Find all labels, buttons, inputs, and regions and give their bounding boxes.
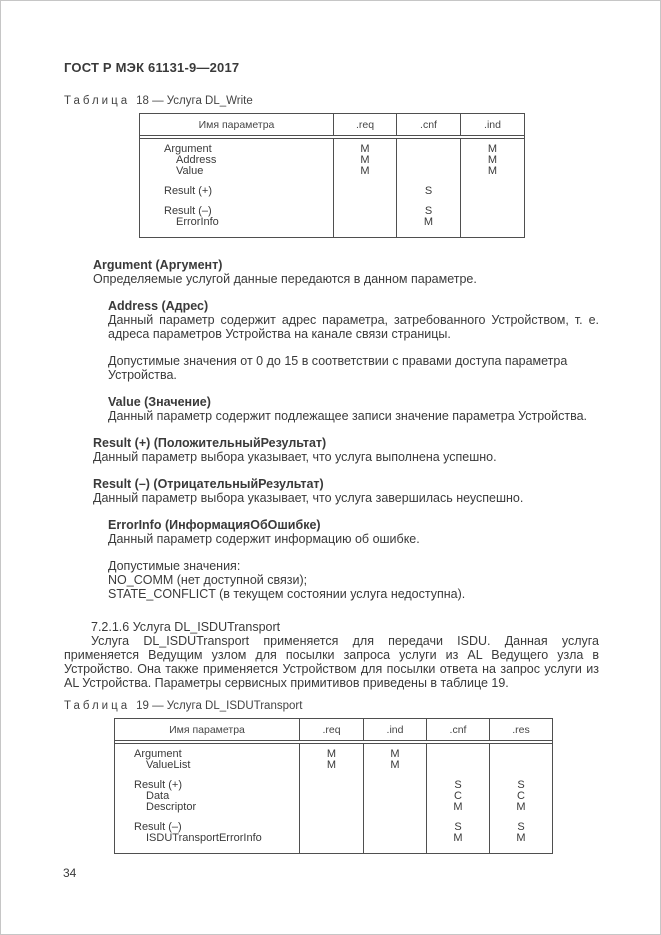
table-column-header: .req xyxy=(334,114,397,135)
param-paragraph: NO_COMM (нет доступной связи); xyxy=(108,573,308,587)
parameter-value-cell xyxy=(490,749,552,760)
parameter-value-cell: S xyxy=(517,779,525,791)
parameter-value-cell: C xyxy=(454,790,462,802)
parameter-value-cell: S xyxy=(517,821,525,833)
table-spacer-row xyxy=(461,197,524,206)
parameter-name-cell: Descriptor xyxy=(146,801,197,813)
parameter-value-cell xyxy=(334,206,396,217)
table-column xyxy=(427,744,490,853)
parameter-descriptions xyxy=(64,258,599,601)
parameter-value-cell xyxy=(300,833,363,844)
param-paragraph: STATE_CONFLICT (в текущем состоянии услуга недоступна). xyxy=(108,587,466,601)
page-number: 34 xyxy=(63,866,77,880)
parameter-value-cell xyxy=(461,217,524,228)
parameter-value-cell xyxy=(461,206,524,217)
parameter-value-cell xyxy=(427,760,489,771)
parameter-name-cell: ValueList xyxy=(146,759,191,771)
param-paragraph: Данный параметр содержит адрес параметра, затребованного Устройством, т. е. адреса параметров Устройства на канале связи страницы. xyxy=(108,313,599,341)
param-paragraph: Допустимые значения: xyxy=(108,559,241,573)
param-heading: Value (Значение) xyxy=(108,395,211,409)
parameter-value-cell: M xyxy=(453,832,463,844)
table-column-header: Имя параметра xyxy=(115,719,300,740)
table-column xyxy=(300,744,364,853)
parameter-value-cell: M xyxy=(423,216,434,228)
parameter-value-cell: M xyxy=(453,801,463,813)
parameter-value-cell: M xyxy=(326,759,337,771)
parameter-name-cell: Argument xyxy=(134,748,182,760)
param-paragraph: Данный параметр содержит информацию об ошибке. xyxy=(108,532,420,546)
parameter-value-cell xyxy=(427,749,489,760)
table-column-header: .cnf xyxy=(397,114,461,135)
parameter-name-cell: ISDUTransportErrorInfo xyxy=(146,832,262,844)
parameter-value-cell: M xyxy=(487,143,498,155)
parameter-name-cell: Argument xyxy=(164,143,212,155)
parameter-name-cell: Data xyxy=(146,790,170,802)
table-spacer-row xyxy=(364,813,426,822)
table18-caption-word: Таблица xyxy=(64,95,131,107)
param-heading: Result (–) (ОтрицательныйРезультат) xyxy=(93,477,324,491)
parameter-value-cell xyxy=(300,822,363,833)
parameter-value-cell xyxy=(364,802,426,813)
parameter-value-cell xyxy=(300,802,363,813)
parameter-value-cell: M xyxy=(360,154,370,166)
table-column xyxy=(115,744,300,853)
parameter-value-cell xyxy=(334,217,396,228)
table-spacer-row xyxy=(364,771,426,780)
parameter-value-cell xyxy=(364,822,426,833)
param-paragraph: Допустимые значения от 0 до 15 в соответствии с правами доступа параметра Устройства. xyxy=(108,354,568,382)
table-header-row xyxy=(140,114,524,139)
parameter-value-cell: M xyxy=(516,832,526,844)
parameter-value-cell xyxy=(397,144,460,155)
parameter-value-cell: S xyxy=(424,185,433,197)
parameter-value-cell: M xyxy=(487,154,498,166)
table-column xyxy=(334,139,397,237)
parameter-name-cell: Result (+) xyxy=(134,779,182,791)
table-column xyxy=(490,744,552,853)
parameter-value-cell xyxy=(364,791,426,802)
param-paragraph: Данный параметр выбора указывает, что услуга выполнена успешно. xyxy=(93,450,497,464)
table-column xyxy=(364,744,427,853)
parameter-name-cell: Result (–) xyxy=(164,205,212,217)
param-paragraph: Определяемые услугой данные передаются в данном параметре. xyxy=(93,272,477,286)
parameter-value-cell xyxy=(461,186,524,197)
table-spacer-row xyxy=(461,177,524,186)
parameter-name-cell: Value xyxy=(176,165,204,177)
parameter-value-cell: M xyxy=(360,165,370,177)
parameter-name-cell: Result (–) xyxy=(134,821,182,833)
parameter-value-cell: M xyxy=(516,801,526,813)
parameter-value-cell: S xyxy=(454,821,462,833)
param-heading: Result (+) (ПоложительныйРезультат) xyxy=(93,436,327,450)
parameter-value-cell: C xyxy=(517,790,525,802)
doc-header-title: ГОСТ Р МЭК 61131-9—2017 xyxy=(64,60,240,75)
parameter-value-cell xyxy=(300,780,363,791)
parameter-value-cell: M xyxy=(390,759,400,771)
table-column-header: .ind xyxy=(364,719,427,740)
parameter-value-cell: M xyxy=(360,143,370,155)
clause-title: 7.2.1.6 Услуга DL_ISDUTransport xyxy=(91,620,281,634)
parameter-value-cell: M xyxy=(326,748,337,760)
parameter-name-cell: Result (+) xyxy=(164,185,212,197)
parameter-value-cell xyxy=(300,791,363,802)
table-column-header: .req xyxy=(300,719,364,740)
parameter-value-cell xyxy=(334,186,396,197)
table19-caption-word: Таблица xyxy=(64,700,131,712)
parameter-value-cell xyxy=(490,760,552,771)
table-column-header: Имя параметра xyxy=(140,114,334,135)
parameter-name-cell: ErrorInfo xyxy=(176,216,219,228)
param-paragraph: Данный параметр содержит подлежащее записи значение параметра Устройства. xyxy=(108,409,588,423)
parameter-value-cell xyxy=(364,780,426,791)
table-column-header: .ind xyxy=(484,118,501,131)
parameter-value-cell: M xyxy=(487,165,498,177)
param-paragraph: Данный параметр выбора указывает, что услуга завершилась неуспешно. xyxy=(93,491,524,505)
parameter-value-cell xyxy=(397,166,460,177)
param-heading: Address (Адрес) xyxy=(108,299,209,313)
param-heading: ErrorInfo (ИнформацияОбОшибке) xyxy=(108,518,321,532)
clause-paragraph: Услуга DL_ISDUTransport применяется для передачи ISDU. Данная услуга применяется Ведущим узлом для посылки запроса услуги из AL Ведущего узла в Устройство. Она также применяется Устройством для посылки ответа на запрос услуги из AL Устройства. Параметры сервисных примитивов приведены в таблице 19. xyxy=(64,634,599,690)
table-spacer-row xyxy=(300,813,363,822)
table-column xyxy=(140,139,334,237)
table-column-header: .res xyxy=(512,723,530,736)
table18-caption-title: 18 — Услуга DL_Write xyxy=(136,95,253,107)
parameter-value-cell: S xyxy=(454,779,462,791)
param-heading: Argument (Аргумент) xyxy=(93,258,223,272)
table-column-header: .cnf xyxy=(427,719,490,740)
parameter-value-cell: M xyxy=(390,748,400,760)
table18-caption xyxy=(64,95,597,108)
table-spacer-row xyxy=(300,771,363,780)
table19-caption xyxy=(64,700,597,713)
table-body xyxy=(115,744,552,853)
parameter-value-cell xyxy=(397,155,460,166)
table-column xyxy=(397,139,461,237)
table-dl-write xyxy=(139,113,525,238)
table19-caption-title: 19 — Услуга DL_ISDUTransport xyxy=(136,700,303,712)
clause-7-2-1-6 xyxy=(64,620,599,690)
table-body xyxy=(140,139,524,237)
table-header-row xyxy=(115,719,552,744)
parameter-name-cell: Address xyxy=(176,154,217,166)
parameter-value-cell: S xyxy=(424,205,433,217)
table-dl-isdutransport xyxy=(114,718,553,854)
table-column xyxy=(461,139,524,237)
table-spacer-row xyxy=(334,177,396,186)
table-spacer-row xyxy=(334,197,396,206)
parameter-value-cell xyxy=(364,833,426,844)
